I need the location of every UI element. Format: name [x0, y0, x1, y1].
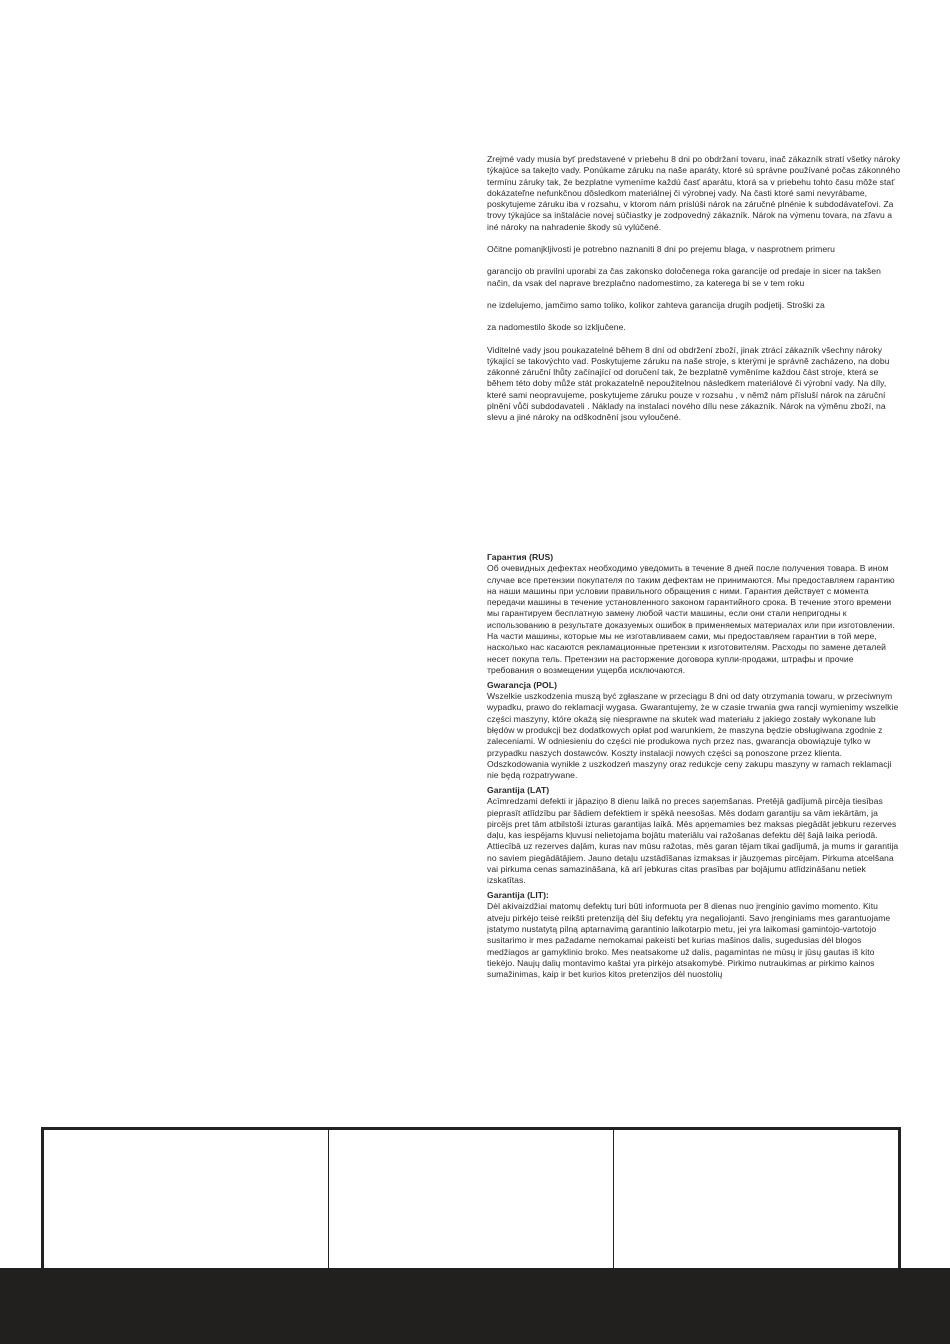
section-heading: Garantija (LIT): [487, 890, 549, 901]
section-body: Wszelkie uszkodzenia muszą być zgłaszane w przeciągu 8 dni od daty otrzymania towaru, w przeciwnym wypadku, prawo do reklamacji wygasa. Gwarantujemy, że w czasie trwania gwa rancji wymienimy wszelkie części maszyny, które okażą się niesprawne na skutek wad materiału z jakiego zostały wykonane lub błędów w produkcji bez dodatkowych opłat pod warunkiem, że maszyna będzie obsługiwana zgodnie z zaleceniami. W odniesieniu do części nie produkowa nych przez nas, gwarancja obowiązuje tylko w przypadku naszych dostawców. Koszty instalacji nowych części są ponoszone przez klienta. Odszkodowania wynikłe z uszkodzeń maszyny oraz redukcje ceny zakupu maszyny w ramach reklamacji nie będą rozpatrywane. [487, 691, 899, 781]
section-body: Dėl akivaizdžiai matomų defektų turi būti informuota per 8 dienas nuo įrenginio gavimo momento. Kitu atveju pirkėjo teisė reikšti pretenziją dėl šių defektų yra negaliojanti. Savo įrenginiams mes garantuojame įstatymo nustatytą pilną aptarnavimą garantinio laikotarpio metu, jei yra laikomasi gamintojo-vartotojo susitarimo ir mes pažadame nemokamai pakeisti bet kurias mašinos dalis, sugedusias dėl blogos medžiagos ar gamyklinio broko. Mes neatsakome už dalis, pagamintas ne mūsų ir jūsų gautas iš kito tiekėjo. Naujų dalių montavimo kaštai yra pirkėjo atsakomybė. Pirkimo nutraukimas ar pirkimo kainos sumažinimas, kaip ir bet kurios kitos pretenzijos dėl nuostolių [487, 901, 891, 980]
form-cell-middle [329, 1130, 614, 1277]
section-heading: Garantija (LAT) [487, 784, 550, 795]
warranty-section-rus [487, 552, 901, 676]
warranty-section-lat [487, 785, 901, 887]
warranty-paragraph-slo-1: Očitne pomanjkljivosti je potrebno naznaniti 8 dni po prejemu blaga, v nasprotnem primeru [487, 244, 835, 255]
section-body: Acīmredzami defekti ir jāpaziņo 8 dienu laikā no preces saņemšanas. Pretējā gadījumā pircēja tiesības pieprasīt atlīdzību par šādiem defektiem ir spēkā neesošas. Mēs dodam garantiju sa vām iekārtām, ja pircējs pret tām atbilstoši izturas garantijas laikā. Mēs apņemamies bez maksas piegādāt jebkuru rezerves daļu, kas iespējams kļuvusi nelietojama bojātu materiālu vai ražošanas defektu dēļ šajā laika periodā. Attiecībā uz rezerves daļām, kuras nav mūsu ražotas, mēs garan tējam tikai gadījumā, ja mums ir garantija no saviem piegādātājiem. Jauno detaļu uzstādīšanas izmaksas ir jāuzņemas pircējam. Pirkuma atcelšana vai pirkuma cenas samazināšana, kā arī jebkuras citas prasības par bojājumu atlīdzināšanu netiek izskatītas. [487, 796, 899, 886]
warranty-text-bottom [487, 552, 901, 984]
warranty-paragraph-slo-3: ne izdelujemo, jamčimo samo toliko, kolikor zahteva garancija drugih podjetij. Stroški za [487, 299, 825, 310]
section-heading: Gwarancja (POL) [487, 679, 557, 690]
warranty-section-pol [487, 680, 901, 782]
warranty-text-top [487, 154, 901, 435]
section-body: Об очевидных дефектах необходимо уведомить в течение 8 дней после получения товара. В ином случае все претензии покупателя по таким дефектам не принимаются. Мы предоставляем гарантию на наши машины при условии правильного обращения с ними. Гарантия действует с момента передачи машины в течение установленного законом гарантийного срока. В течение этого времени мы гарантируем бесплатную замену любой части машины, если они стали непригодны к использованию в результате доказуемых ошибок в применяемых материалах или при изготовлении. На части машины, которые мы не изготавливаем сами, мы предоставляем гарантии в той мере, насколько нас касаются рекламационные претензии к изготовителям. Расходы по замене деталей несет покупа тель. Претензии на расторжение договора купли-продажи, штрафы и прочие требования о возмещении ущерба исключаются. [487, 563, 895, 675]
footer-bar [0, 1268, 950, 1344]
form-table [41, 1127, 901, 1277]
warranty-paragraph-cze: Viditelné vady jsou poukazatelné během 8 dní od obdržení zboží, jinak ztrácí zákazník všechny nároky týkající se takovýchto vad. Poskytujeme záruku na naše stroje, s kterými je správně zacházeno, na dobu zákonné záruční lhůty začínající od doručení tak, že bezplatně vyměníme každou část stroje, která se během této doby může stát prokazatelně nepoužitelnou následkem materiálové či výrobní vady. Na díly, které sami neopravujeme, poskytujeme záruku pouze v rozsahu , v němž nám přísluší nárok na záruční plnění vůči subdodavateli . Náklady na instalaci nového dílu nese zákazník. Nárok na výměnu zboží, na slevu a jiné nároky na odškodnění jsou vyloučené. [487, 344, 890, 423]
warranty-paragraph-svk: Zrejmé vady musia byť predstavené v priebehu 8 dni po obdržaní tovaru, inač zákazník stratí všetky nároky týkajúce sa takejto vady. Ponúkame záruku na naše aparáty, ktoré sú správne používané počas zákonného termínu záruky tak, že bezplatne vymeníme každú časť aparátu, ktorá sa v priebehu tohto času môže stať dokázateľne nefunkčnou dôsledkom materiálnej či výrobnej vady. Na časti ktoré sami nevyrábame, poskytujeme záruku iba v rozsahu, v ktorom nám prislúši nárok na záručné plnénie k subdodávateľovi. Za trovy týkajúce sa inštalácie novej súčiastky je zodpovedný zákazník. Nárok na výmenu tovara, na zľavu a iné nároky na nahradenie škody sú vylúčené. [487, 154, 901, 232]
section-heading: Гарантия (RUS) [487, 552, 554, 562]
warranty-section-lit [487, 890, 901, 980]
form-cell-right [614, 1130, 898, 1277]
warranty-paragraph-slo-4: za nadomestilo škode so izključene. [487, 322, 626, 333]
warranty-paragraph-slo-2: garancijo ob pravilni uporabi za čas zakonsko določenega roka garancije od predaje in sicer na takšen način, da vsak del naprave brezplačno nadomestimo, za katerega bi se v tem roku [487, 266, 881, 288]
form-cell-left [44, 1130, 329, 1277]
